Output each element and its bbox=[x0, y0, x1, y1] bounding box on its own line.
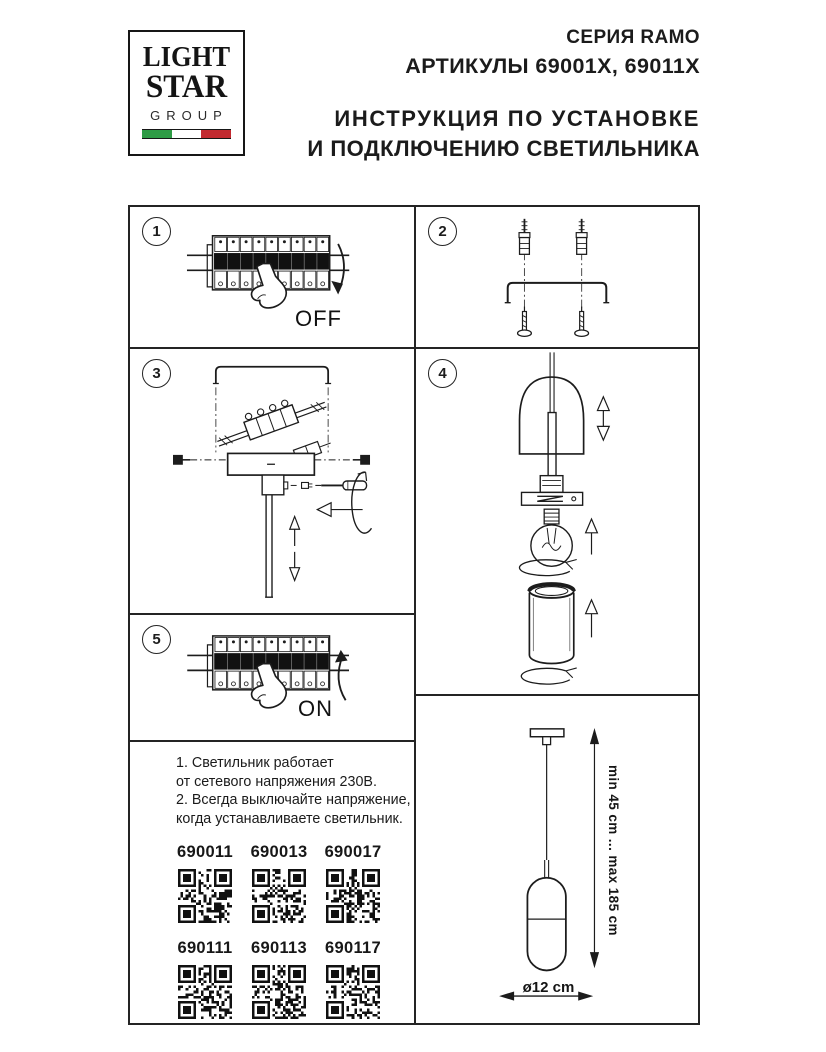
qr-item bbox=[242, 939, 316, 1024]
qr-article-number: 690011 bbox=[177, 843, 233, 861]
updown-arrow-icon bbox=[290, 568, 300, 581]
doc-title-line2: И ПОДКЛЮЧЕНИЮ СВЕТИЛЬНИКА bbox=[307, 136, 700, 161]
qr-article-number: 690117 bbox=[325, 939, 381, 957]
arrow-left-icon bbox=[317, 503, 331, 517]
step5-panel-power-on bbox=[128, 613, 416, 742]
breaker-on-diagram bbox=[130, 615, 414, 740]
ceiling-plate bbox=[530, 729, 564, 737]
terminal-block bbox=[212, 387, 328, 450]
note-line: когда устанавливаете светильник. bbox=[176, 811, 403, 828]
qr-item bbox=[316, 843, 390, 928]
breaker-off-diagram bbox=[130, 207, 414, 347]
qr-item bbox=[242, 843, 316, 928]
mounting-hardware-diagram bbox=[416, 207, 698, 347]
logo-star-text: STAR bbox=[145, 69, 228, 105]
safety-notes bbox=[176, 754, 411, 829]
diameter-label: ø12 cm bbox=[522, 979, 575, 996]
articles-line: АРТИКУЛЫ 69001X, 69011X bbox=[405, 54, 700, 78]
qr-article-number: 690013 bbox=[250, 843, 308, 861]
qr-code bbox=[326, 869, 380, 923]
note-line: 1. Светильник работает bbox=[176, 755, 334, 771]
updown-arrow-icon bbox=[597, 426, 609, 440]
arrow-up-icon bbox=[586, 600, 598, 614]
suspension-rod bbox=[265, 495, 273, 597]
italy-flag-bar bbox=[142, 129, 231, 139]
notes-and-qr-panel bbox=[128, 740, 416, 1025]
off-label: OFF bbox=[295, 306, 342, 331]
capsule-shade bbox=[527, 878, 565, 971]
step3-panel-wiring bbox=[128, 347, 416, 615]
qr-article-number: 690111 bbox=[177, 939, 233, 957]
qr-code bbox=[252, 869, 306, 923]
flag-red-segment bbox=[201, 130, 231, 138]
doc-title-line1: ИНСТРУКЦИЯ ПО УСТАНОВКЕ bbox=[334, 106, 700, 131]
step2-number: 2 bbox=[428, 217, 457, 246]
step2-panel-mounting-hardware bbox=[414, 205, 700, 349]
screwdriver-icon bbox=[315, 481, 366, 490]
dimensions-panel bbox=[414, 694, 700, 1025]
step5-number: 5 bbox=[142, 625, 171, 654]
step4-number: 4 bbox=[428, 359, 457, 388]
qr-code bbox=[178, 869, 232, 923]
note-line: от сетевого напряжения 230В. bbox=[176, 773, 377, 790]
lamp-assembly-diagram bbox=[416, 349, 698, 694]
mounting-bracket bbox=[508, 283, 607, 303]
article-qr-grid bbox=[168, 843, 390, 1024]
qr-item bbox=[316, 939, 390, 1024]
series-title: СЕРИЯ RAMO bbox=[566, 27, 700, 48]
grub-screw bbox=[302, 482, 309, 488]
step4-panel-assembly bbox=[414, 347, 700, 696]
height-range-label: min 45 cm ... max 185 cm bbox=[606, 764, 621, 936]
wiring-diagram bbox=[130, 349, 414, 613]
qr-item bbox=[168, 939, 242, 1024]
flag-white-segment bbox=[172, 130, 202, 138]
mounting-bracket bbox=[216, 367, 328, 384]
pendant-dimensions-diagram bbox=[416, 696, 698, 1023]
qr-code bbox=[252, 965, 306, 1019]
step1-panel-power-off bbox=[128, 205, 416, 349]
qr-code bbox=[326, 965, 380, 1019]
logo-light-text: LIGHT bbox=[142, 42, 231, 73]
arrow-up-icon bbox=[586, 519, 598, 533]
logo-group-text: GROUP bbox=[150, 108, 228, 124]
qr-article-number: 690017 bbox=[324, 843, 382, 861]
flag-green-segment bbox=[142, 130, 172, 138]
light-bulb bbox=[531, 509, 572, 566]
lightstar-logo bbox=[128, 30, 245, 156]
qr-item bbox=[168, 843, 242, 928]
document-header bbox=[307, 27, 700, 162]
qr-article-number: 690113 bbox=[251, 939, 307, 957]
note-line: 2. Всегда выключайте напряжение, bbox=[176, 792, 411, 809]
on-label: ON bbox=[298, 696, 333, 721]
glass-cylinder-shade bbox=[529, 584, 573, 663]
step1-number: 1 bbox=[142, 217, 171, 246]
rotate-arrow-icon bbox=[521, 668, 570, 684]
step3-number: 3 bbox=[142, 359, 171, 388]
qr-code bbox=[178, 965, 232, 1019]
